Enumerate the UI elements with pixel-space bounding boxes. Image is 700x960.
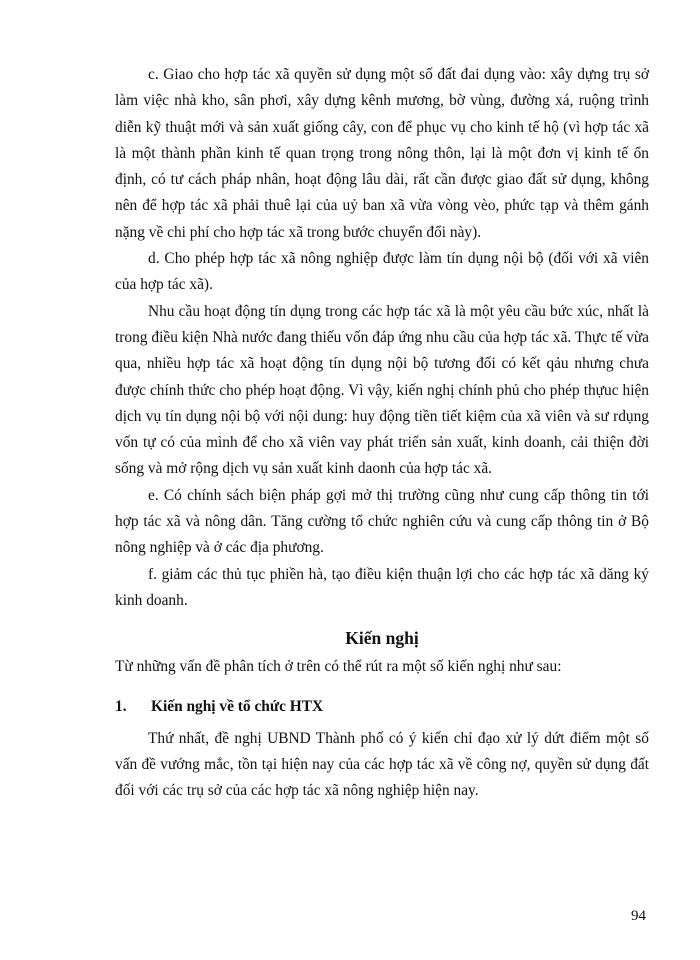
paragraph-first-recommendation: Thứ nhất, đề nghị UBND Thành phố có ý kiến chỉ đạo xử lý dứt điểm một số vấn đề vướng mắc, tồn tại hiện nay của các hợp tác xã về công nợ, quyền sử dụng đất đối với các trụ sở của các hợp tác xã nông nghiệp hiện nay. bbox=[115, 729, 649, 800]
subheading-text: Kiến nghị về tổ chức HTX bbox=[151, 697, 324, 715]
subheading-number: 1. bbox=[115, 697, 127, 715]
intro-text: Từ những vấn đề phân tích ở trên có thể rút ra một số kiến nghị như sau: bbox=[115, 658, 562, 676]
page-content bbox=[115, 62, 649, 804]
section-title: Kiến nghị bbox=[345, 628, 419, 649]
paragraph-d: d. Cho phép hợp tác xã nông nghiệp được làm tín dụng nội bộ (đối với xã viên của hợp tác xã). bbox=[115, 250, 649, 294]
paragraph-c: c. Giao cho hợp tác xã quyền sử dụng một số đất đai dụng vào: xây dựng trụ sở làm việc nhà kho, sân phơi, xây dựng kênh mương, bờ vùng, đường xá, ruộng trình diễn kỹ thuật mới và sản xuất giống cây, con để phục vụ cho kinh tế hộ (vì hợp tác xã là một thành phần kinh tế quan trọng trong nông thôn, lại là một đơn vị kinh tế ổn định, có tư cách pháp nhân, hoạt động lâu dài, rất cần được giao đất sử dụng, không nên để hợp tác xã phải thuê lại của uỷ ban xã vừa vòng vèo, phức tạp và thêm gánh nặng về chi phí cho hợp tác xã trong bước chuyển đổi này). bbox=[115, 66, 649, 241]
subheading bbox=[115, 694, 649, 720]
paragraph-e: e. Có chính sách biện pháp gợi mở thị trường cũng như cung cấp thông tin tới hợp tác xã và nông dân. Tăng cường tổ chức nghiên cứu và cung cấp thông tin ở Bộ nông nghiệp và ở các địa phương. bbox=[115, 486, 649, 557]
page-number: 94 bbox=[631, 908, 646, 924]
paragraph-credit-needs: Nhu cầu hoạt động tín dụng trong các hợp tác xã là một yêu cầu bức xúc, nhất là trong điều kiện Nhà nước đang thiếu vốn đáp ứng nhu cầu của hợp tác xã. Thực tế vừa qua, nhiều hợp tác xã hoạt động tín dụng nội bộ tương đối có kết qảu nhưng chưa được chính thức cho phép hoạt động. Vì vậy, kiến nghị chính phủ cho phép thựuc hiện dịch vụ tín dụng nội bộ với nội dung: huy động tiền tiết kiệm của xã viên và sư rdụng vốn tự có của mình để cho xã viên vay phát triển sản xuất, kinh doanh, cải thiện đời sống và mở rộng dịch vụ sản xuất kinh daonh của hợp tác xã. bbox=[115, 302, 649, 478]
paragraph-f: f. giảm các thủ tục phiền hà, tạo điều kiện thuận lợi cho các hợp tác xã dăng ký kinh doanh. bbox=[115, 565, 649, 609]
